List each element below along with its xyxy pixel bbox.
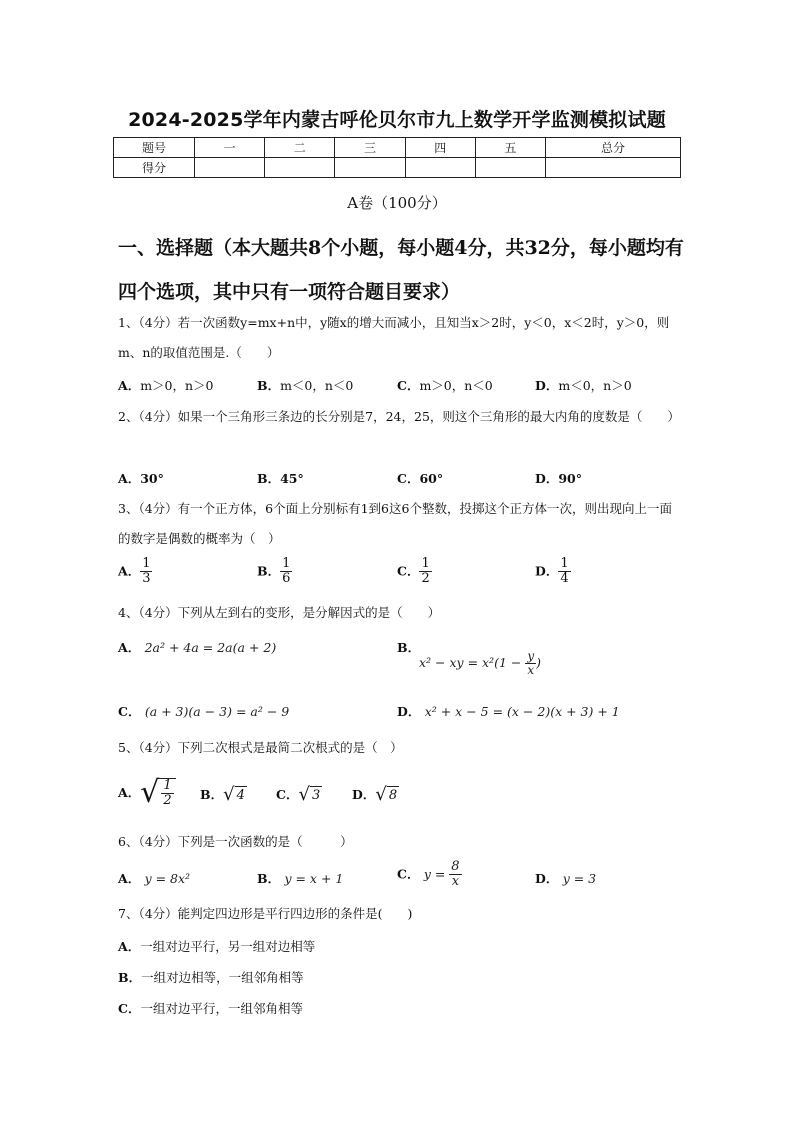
score-row-label: 得分 — [114, 158, 195, 178]
option-text: 30° — [140, 471, 164, 486]
question-stem: 2、（4分）如果一个三角形三条边的长分别是7，24，25，则这个三角形的最大内角的度数是（ ） — [118, 409, 680, 424]
option-b[interactable] — [257, 557, 292, 587]
option-a[interactable] — [118, 937, 315, 955]
option-c[interactable] — [397, 860, 462, 890]
option-text: 45° — [280, 471, 304, 486]
radical — [223, 786, 247, 805]
radical — [298, 786, 322, 805]
option-text: 一组对边平行，另一组对边相等 — [140, 939, 316, 954]
score-table-score-row — [114, 158, 681, 178]
option-d[interactable] — [535, 469, 582, 487]
sqrt-icon: √ — [140, 775, 160, 810]
math-expression: 2a² + 4a = 2a(a + 2) — [144, 640, 277, 655]
math-expression: ) — [536, 655, 541, 671]
option-d[interactable] — [397, 702, 620, 720]
option-label: D． — [352, 787, 376, 802]
option-a[interactable] — [118, 469, 164, 487]
math-expression: x² − xy = x²(1 − — [419, 655, 526, 671]
option-label: B． — [397, 640, 421, 655]
radicand: 4 — [236, 788, 245, 803]
math-expression: y = — [423, 866, 450, 882]
option-label: D． — [535, 471, 559, 486]
option-label: A． — [118, 471, 141, 486]
option-d[interactable] — [535, 869, 596, 887]
radical — [140, 775, 175, 810]
option-c[interactable] — [118, 999, 303, 1017]
fraction-numerator: 1 — [163, 778, 172, 793]
option-text: 90° — [558, 471, 582, 486]
math-expression: x² + x − 5 = (x − 2)(x + 3) + 1 — [424, 704, 620, 719]
fraction — [558, 557, 570, 587]
radicand: 8 — [388, 788, 398, 803]
option-label: C． — [397, 866, 420, 882]
score-cell[interactable] — [405, 158, 475, 178]
option-b[interactable] — [257, 469, 304, 487]
option-b[interactable] — [200, 785, 247, 805]
math-expression: y = 8x² — [144, 871, 191, 886]
sqrt-icon: √ — [298, 784, 310, 805]
option-label: C． — [397, 471, 420, 486]
score-header-cell: 总分 — [546, 138, 681, 158]
option-text: m＜0，n＞0 — [558, 378, 632, 393]
sqrt-icon: √ — [375, 784, 387, 805]
option-text: 60° — [419, 471, 444, 486]
option-text: m＞0，n＞0 — [140, 378, 214, 393]
option-label: D． — [397, 704, 421, 719]
score-cell[interactable] — [546, 158, 681, 178]
option-label: C． — [118, 704, 141, 719]
fraction-denominator: x — [451, 874, 460, 890]
option-c[interactable] — [118, 702, 289, 720]
option-a[interactable] — [118, 638, 276, 656]
option-c[interactable] — [397, 469, 443, 487]
score-cell[interactable] — [335, 158, 405, 178]
fraction-numerator: 1 — [142, 556, 151, 571]
option-text: 一组对边平行，一组邻角相等 — [140, 1001, 303, 1016]
option-c[interactable] — [397, 376, 493, 394]
option-b[interactable] — [118, 968, 304, 986]
score-header-cell: 三 — [335, 138, 405, 158]
fraction — [525, 650, 536, 677]
page-title: 2024-2025学年内蒙古呼伦贝尔市九上数学开学监测模拟试题 — [128, 109, 666, 131]
question-stem: 3、（4分）有一个正方体，6个面上分别标有1到6这6个整数，投掷这个正方体一次，则出现向上一面的数字是偶数的概率为（ ） — [118, 501, 672, 546]
option-a[interactable] — [118, 557, 152, 587]
score-header-cell: 二 — [265, 138, 335, 158]
option-label: B． — [200, 787, 224, 802]
fraction — [161, 779, 173, 809]
score-header-cell: 题号 — [114, 138, 195, 158]
score-cell[interactable] — [265, 158, 335, 178]
score-header-cell: 四 — [405, 138, 475, 158]
option-label: C． — [276, 787, 299, 802]
radicand: 3 — [311, 788, 321, 803]
option-c[interactable] — [397, 557, 432, 587]
section-title: A卷（100分） — [347, 194, 447, 212]
option-label: C． — [118, 1001, 141, 1016]
fraction-denominator: 3 — [142, 571, 151, 587]
option-label: A． — [118, 563, 141, 579]
fraction-numerator: 8 — [451, 859, 460, 874]
option-a[interactable] — [118, 376, 214, 394]
question-stem: 7、（4分）能判定四边形是平行四边形的条件是( ) — [118, 906, 413, 921]
option-label: B． — [257, 471, 281, 486]
option-text: 一组对边相等，一组邻角相等 — [141, 970, 304, 985]
question-stem: 6、（4分）下列是一次函数的是（ ） — [118, 834, 353, 849]
question-stem: 5、（4分）下列二次根式是最简二次根式的是（ ） — [118, 740, 403, 755]
fraction-denominator: 4 — [560, 571, 569, 587]
option-c[interactable] — [276, 785, 322, 805]
option-b[interactable] — [257, 869, 343, 887]
option-b[interactable] — [397, 638, 420, 656]
option-text: m＞0，n＜0 — [419, 378, 493, 393]
fraction-numerator: 1 — [282, 556, 291, 571]
option-label: C． — [397, 378, 420, 393]
part-heading: 一、选择题（本大题共8个小题，每小题4分，共32分，每小题均有四个选项，其中只有一项符合题目要求） — [118, 237, 684, 303]
option-label: B． — [257, 378, 281, 393]
option-label: A． — [118, 784, 141, 800]
score-table-header-row — [114, 138, 681, 158]
option-label: D． — [535, 378, 559, 393]
option-label: A． — [118, 871, 141, 886]
option-label: D． — [535, 871, 559, 886]
fraction-numerator: 1 — [560, 556, 569, 571]
math-expression: y = 3 — [562, 871, 597, 886]
option-b-expression — [419, 650, 541, 677]
option-label: B． — [118, 970, 142, 985]
math-expression: y = x + 1 — [284, 871, 344, 886]
score-table — [113, 137, 681, 178]
option-label: A． — [118, 640, 141, 655]
option-d[interactable] — [535, 557, 571, 587]
fraction-denominator: x — [527, 663, 535, 678]
option-a[interactable] — [118, 775, 176, 810]
question-stem: 1、（4分）若一次函数y=mx+n中，y随x的增大而减小，且知当x＞2时，y＜0，x＜2时，y＞0，则m、n的取值范围是.（ ） — [118, 315, 670, 360]
option-a[interactable] — [118, 869, 190, 887]
fraction — [140, 557, 152, 587]
question-stem: 4、（4分）下列从左到右的变形，是分解因式的是（ ） — [118, 605, 441, 620]
fraction-denominator: 6 — [282, 571, 291, 587]
option-d[interactable] — [352, 785, 399, 805]
fraction — [449, 860, 461, 890]
fraction-denominator: 2 — [163, 793, 172, 809]
fraction — [280, 557, 292, 587]
option-label: D． — [535, 563, 559, 579]
fraction-numerator: 1 — [421, 556, 430, 571]
score-header-cell: 五 — [475, 138, 545, 158]
score-cell[interactable] — [475, 158, 545, 178]
radical — [375, 786, 399, 805]
math-expression: (a + 3)(a − 3) = a² − 9 — [144, 704, 290, 719]
option-label: C． — [397, 563, 420, 579]
option-b[interactable] — [257, 376, 353, 394]
option-label: B． — [257, 563, 281, 579]
fraction-numerator: y — [527, 649, 535, 663]
option-label: A． — [118, 939, 141, 954]
option-label: B． — [257, 871, 281, 886]
sqrt-icon: √ — [223, 784, 235, 805]
option-d[interactable] — [535, 376, 632, 394]
score-cell[interactable] — [195, 158, 265, 178]
fraction — [419, 557, 431, 587]
score-header-cell: 一 — [195, 138, 265, 158]
fraction-denominator: 2 — [421, 571, 430, 587]
option-text: m＜0，n＜0 — [280, 378, 354, 393]
option-label: A． — [118, 378, 141, 393]
